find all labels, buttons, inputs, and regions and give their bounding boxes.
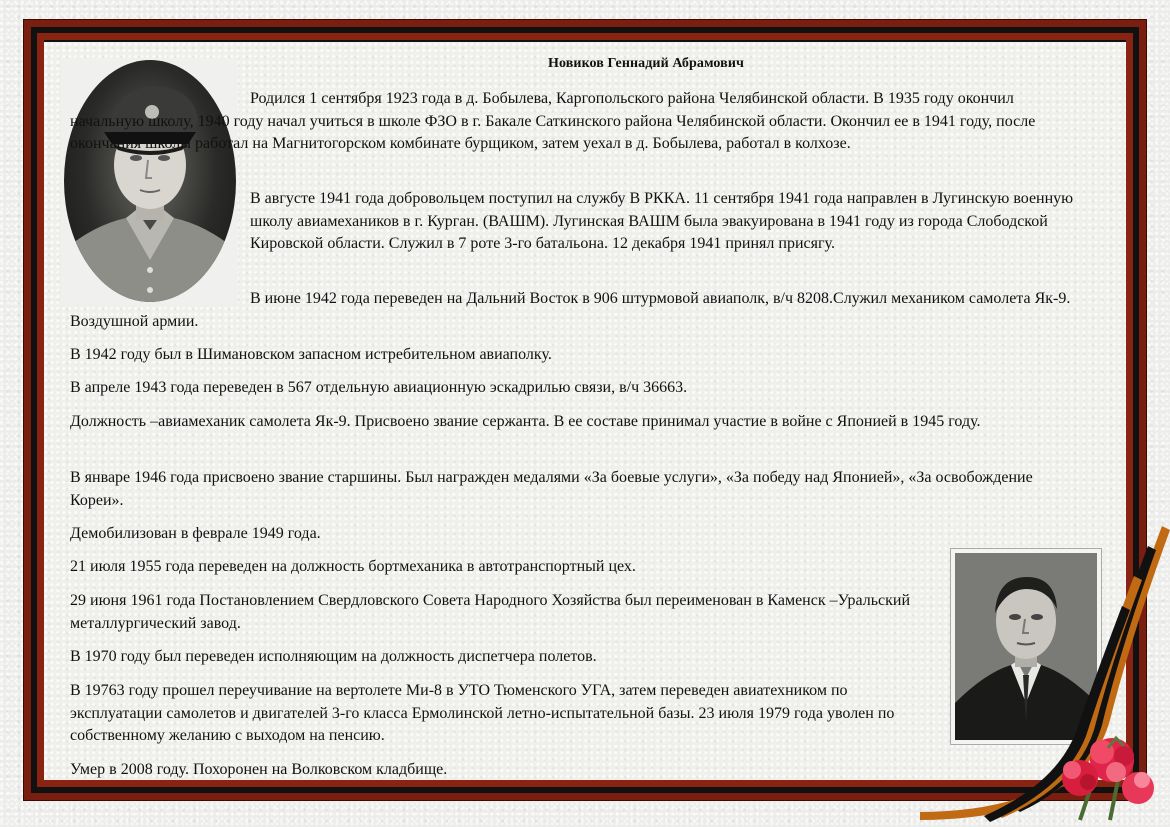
paragraph-far-east: В июне 1942 года переведен на Дальний Восток в 906 штурмовой авиаполк, в/ч 8208.Служил механиком самолета Як-9. Воздушной армии. [70, 290, 1071, 330]
paragraph-1970: В 1970 году был переведен исполняющим на должность диспетчера полетов. [70, 648, 597, 665]
portrait-older-photo [950, 548, 1102, 745]
paragraph-birth: Родился 1 сентября 1923 года в д. Бобылева, Каргопольского района Челябинской области. В 1935 году окончил начальную школу, 1940 году начал учиться в школе ФЗО в г. Бакале Саткинского района Челябинской области. Окончил ее в 1941 году, после окончания школы работал на Магнитогорском комбинате бурщиком, затем уехал в д. Бобылева, работал в колхозе. [70, 90, 1036, 152]
paragraph-position: Должность –авиамеханик самолета Як-9. Присвоено звание сержанта. В ее составе принимал участие в войне с Японией в 1945 году. [70, 413, 981, 430]
man-portrait-icon [955, 553, 1097, 740]
paragraph-retraining: В 19763 году прошел переучивание на вертолете Ми-8 в УТО Тюменского УГА, затем переведен авиатехником по эксплуатации самолетов и двигателей 3-го класса Ермолинской летно-испытательной базы. 23 июля 1979 года уволен по собственному желанию с выходом на пенсию. [70, 682, 895, 744]
paragraph-1946: В январе 1946 года присвоено звание старшины. Был награжден медалями «За боевые услуги», «За победу над Японией», «За освобождение Кореи». [70, 469, 1033, 509]
paragraph-death: Умер в 2008 году. Похоронен на Волковском кладбище. [70, 761, 448, 778]
paragraph-1955: 21 июля 1955 года переведен на должность бортмеханика в автотранспортный цех. [70, 558, 636, 575]
paragraph-1961: 29 июня 1961 года Постановлением Свердловского Совета Народного Хозяйства был переименован в Каменск –Уральский металлургический завод. [70, 592, 911, 632]
paragraph-1943: В апреле 1943 года переведен в 567 отдельную авиационную эскадрилью связи, в/ч 36663. [70, 379, 688, 396]
paragraph-1942: В 1942 году был в Шимановском запасном истребительном авиаполку. [70, 346, 552, 363]
person-name-title: Новиков Геннадий Абрамович [548, 56, 744, 71]
paragraph-demobilized: Демобилизован в феврале 1949 года. [70, 525, 321, 542]
paragraph-service-start: В августе 1941 года добровольцем поступил на службу В РККА. 11 сентября 1941 года направлен в Лугинскую военную школу авиамехаников в г. Курган. (ВАШМ). Лугинская ВАШМ была эвакуирована в 1941 году из города Слободской Кировской области. Служил в 7 роте 3-го батальона. 12 декабря 1941 принял присягу. [250, 190, 1074, 252]
